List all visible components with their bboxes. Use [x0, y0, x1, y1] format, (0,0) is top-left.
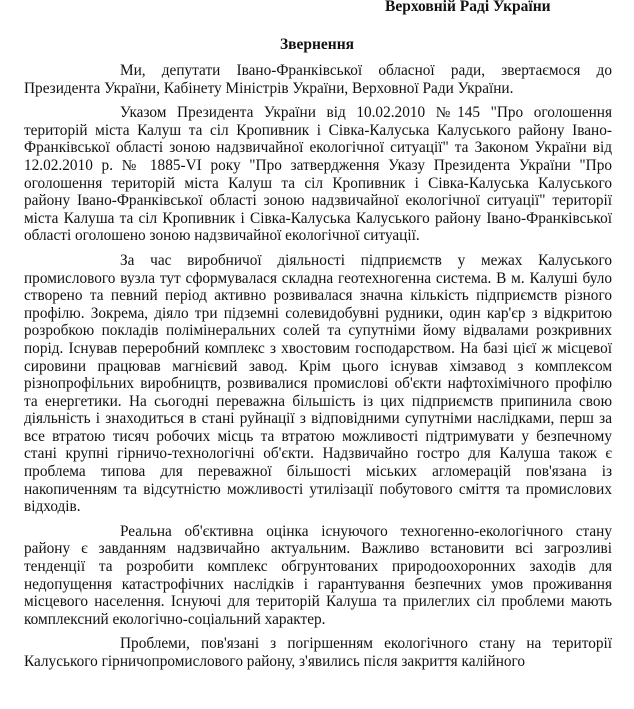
paragraph-appeal-intro: Ми, депутати Івано-Франківської обласної ради, звертаємося до Президента України, Кабінету Міністрів України, Верховної Ради України.: [24, 62, 612, 97]
paragraph-industrial-history: За час виробничої діяльності підприємств у межах Калуського промислового вузла тут сформувалася складна геотехногенна система. В м. Калуші було створено та певний період активно розвивалася значна кількість підприємств різного профілю. Зокрема, діяло три підземні солевидобувні рудники, один кар'єр з відкритою розробкою покладів полімінеральних солей та супутніми йому відвалами розкривних порід. Існував переробний комплекс з хвостовим господарством. На базі цієї ж місцевої сировини працював магнієвий завод. Крім цього існував хімзавод з комплексом різнопрофільних виробництв, розвивалися промислові об'єкти нафтохімічного профілю та енергетики. На сьогодні переважна більшість із цих підприємств припинила свою діяльність і знаходиться в стані руйнації з відповідними супутніми наслідками, перш за все втратою тисяч робочих місць та втратою можливості підтримувати у безпечному стані крупні гірничо-технологічні об'єкти. Надзвичайно гостро для Калуша також є проблема типова для переважної більшості міських агломерацій пов'язана із накопиченням та відсутністю можливості утилізації побутового сміття та промислових відходів.: [24, 251, 612, 516]
document-title: Звернення: [279, 36, 355, 53]
paragraph-assessment: Реальна об'єктивна оцінка існуючого техногенно-екологічного стану району є завданням надзвичайно актуальним. Важливо встановити всі загрозливі тенденції та розробити комплекс обгрунтованих природоохоронних заходів для недопущення катастрофічних наслідків і гарантування безпечних умов проживання місцевого населення. Існуючі для територій Калуша та прилеглих сіл проблеми мають комплексний екологічно-соціальний характер.: [24, 522, 612, 628]
paragraph-decree: Указом Президента України від 10.02.2010 №145 "Про оголошення територій міста Калуш та сіл Кропивник і Сівка-Калуська Калуського району Івано-Франківської області зоною надзвичайної екологічної ситуації" та Законом України від 12.02.2010 р. № 1885-VI року "Про затвердження Указу Президента України "Про оголошення територій міста Калуш та сіл Кропивник і Сівка-Калуська Калуського району Івано-Франківської області зоною надзвичайної екологічної ситуації" території міста Калуша та сіл Кропивник і Сівка-Калуська Калуського району Івано-Франківської області оголошено зоною надзвичайної екологічної ситуації.: [24, 104, 612, 245]
addressee-heading: Верховній Раді України: [385, 0, 551, 15]
document-body: [24, 62, 612, 678]
paragraph-problems: Проблеми, пов'язані з погіршенням екологічного стану на території Калуського гірничопромислового району, з'явились після закриття калійного: [24, 635, 612, 670]
